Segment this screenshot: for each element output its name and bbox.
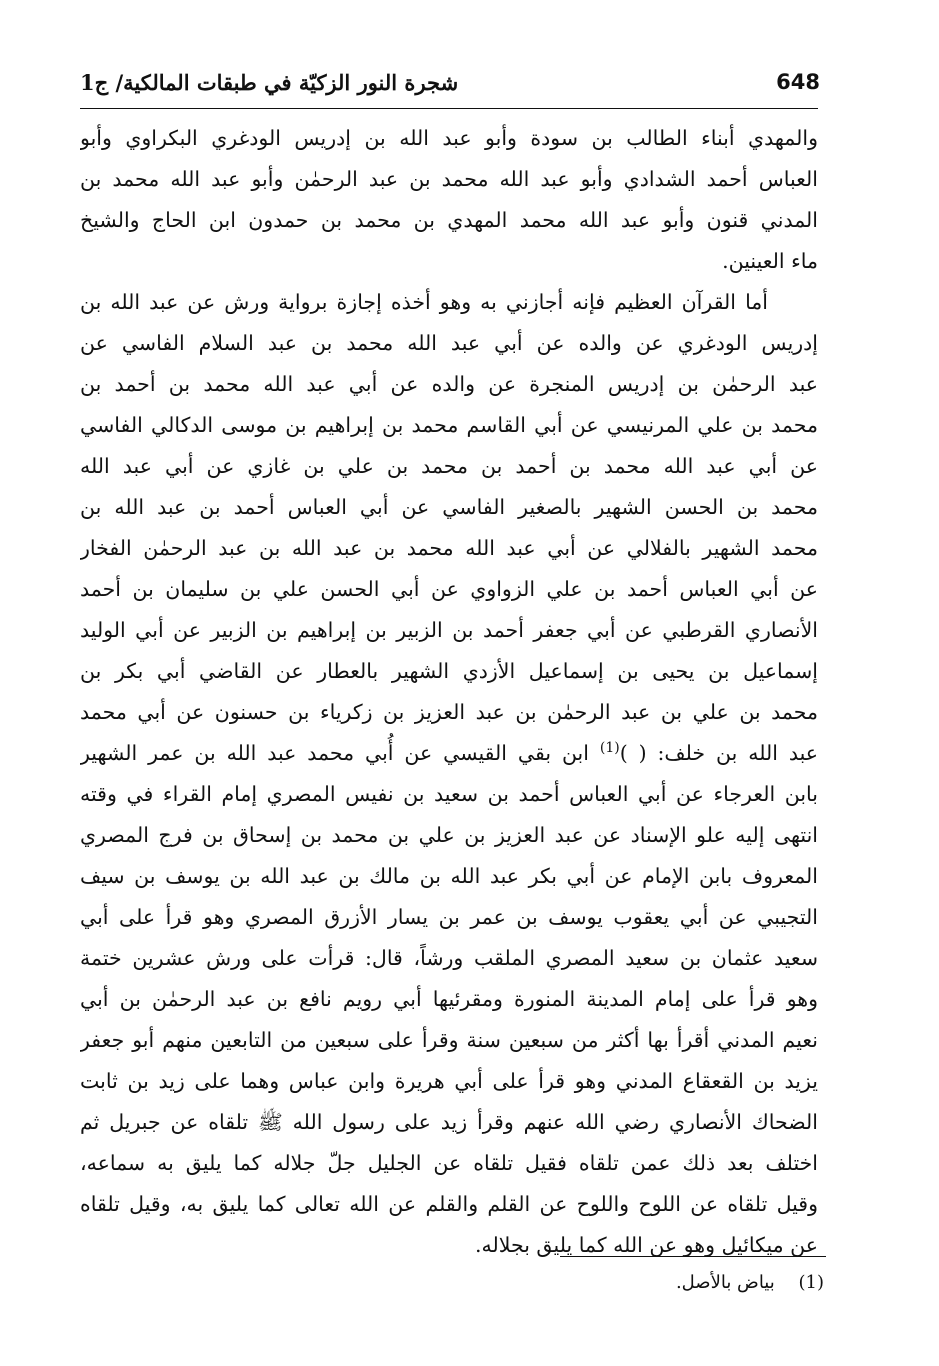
text-line: انتهى إليه علو الإسناد عن عبد العزيز بن علي بن محمد بن إسحاق بن فرج المصري <box>80 823 818 847</box>
footnote-number: (1) <box>798 1272 824 1293</box>
text-line: نعيم المدني أقرأ بها أكثر من سبعين سنة وقرأ على سبعين من التابعين منهم أبو جعفر <box>80 1028 818 1052</box>
text-line: المدني قنون وأبو عبد الله محمد المهدي بن محمد بن حمدون ابن الحاج والشيخ <box>80 208 818 232</box>
text-line: وقيل تلقاه عن اللوح واللوح عن القلم والقلم عن الله تعالى كما يليق به، وقيل تلقاه <box>80 1192 818 1216</box>
text-line: إسماعيل بن يحيى بن إسماعيل الأزدي الشهير بالعطار عن القاضي أبي بكر بن <box>80 659 818 683</box>
text-line: بابن العرجاء عن أبي العباس أحمد بن سعيد بن نفيس المصري إمام القراء في وقته <box>80 782 818 806</box>
text-line-with-footnote <box>80 733 818 774</box>
text-line: محمد بن علي بن عبد الرحمٰن بن عبد العزيز بن زكرياء بن حسنون عن أبي محمد <box>80 700 818 724</box>
text-line: أما القرآن العظيم فإنه أجازني به وهو أخذه إجازة برواية ورش عن عبد الله بن <box>80 290 768 314</box>
page-number: 648 <box>776 70 820 94</box>
running-title: شجرة النور الزكيّة في طبقات المالكية/ ج1 <box>80 70 459 95</box>
footnote-text: بياض بالأصل. <box>675 1272 775 1293</box>
text-line: التجيبي عن أبي يعقوب يوسف بن عمر بن يسار الأزرق المصري وهو قرأ على أبي <box>80 905 818 929</box>
text-line: ماء العينين. <box>722 249 818 273</box>
text-line: المعروف بابن الإمام عن أبي بكر عبد الله بن مالك بن عبد الله بن يوسف بن سيف <box>80 864 818 888</box>
footnote-line-before: عبد الله بن خلف: ( ) <box>619 741 818 765</box>
text-line: عن ميكائيل وهو عن الله كما يليق بجلاله. <box>474 1233 818 1257</box>
page-header <box>80 66 820 106</box>
text-line: يزيد بن القعقاع المدني وهو قرأ على أبي هريرة وابن عباس وهما على زيد بن ثابت <box>80 1069 818 1093</box>
text-line: وهو قرأ على إمام المدينة المنورة ومقرئيها أبي رويم نافع بن عبد الرحمٰن بن أبي <box>80 987 818 1011</box>
text-line: العباس أحمد الشدادي وأبو عبد الله محمد بن عبد الرحمٰن وأبو عبد الله محمد بن <box>80 167 818 191</box>
text-line: محمد بن علي المرنيسي عن أبي القاسم محمد بن إبراهيم بن موسى الدكالي الفاسي <box>80 413 818 437</box>
text-line: سعيد عثمان بن سعيد المصري الملقب ورشاً، قال: قرأت على ورش عشرين ختمة <box>80 946 818 970</box>
text-line: الأنصاري القرطبي عن أبي جعفر أحمد بن الزبير بن إبراهيم بن الزبير عن أبي الوليد <box>80 618 818 642</box>
body-text <box>80 118 818 1266</box>
text-line: الضحاك الأنصاري رضي الله عنهم وقرأ زيد على رسول الله ﷺ تلقاه عن جبريل ثم <box>80 1110 818 1134</box>
footnote <box>676 1268 824 1298</box>
text-line: عبد الرحمٰن بن إدريس المنجرة عن والده عن أبي عبد الله محمد بن أحمد بن <box>80 372 818 396</box>
text-line: محمد بن الحسن الشهير بالصغير الفاسي عن أبي العباس أحمد بن عبد الله بن <box>80 495 818 519</box>
footnote-rule <box>560 1256 826 1257</box>
text-line: إدريس الودغري عن والده عن أبي عبد الله محمد بن عبد السلام الفاسي عن <box>80 331 818 355</box>
header-rule <box>80 108 818 109</box>
footnote-line-after: ابن بقي القيسي عن أُبي محمد عبد الله بن عمر الشهير <box>80 741 600 765</box>
text-line: والمهدي أبناء الطالب بن سودة وأبو عبد الله بن إدريس الودغري البكراوي وأبو <box>80 126 818 150</box>
footnote-marker[interactable]: (1) <box>599 740 620 757</box>
text-line: محمد الشهير بالفلالي عن أبي عبد الله محمد بن عبد الله بن عبد الرحمٰن الفخار <box>80 536 818 560</box>
text-line: عن أبي العباس أحمد بن علي الزواوي عن أبي الحسن علي بن سليمان بن أحمد <box>80 577 818 601</box>
text-line: عن أبي عبد الله محمد بن أحمد بن محمد بن علي بن غازي عن أبي عبد الله <box>80 454 818 478</box>
text-line: اختلف بعد ذلك عمن تلقاه فقيل تلقاه عن الجليل جلّ جلاله كما يليق به سماعه، <box>80 1151 818 1175</box>
